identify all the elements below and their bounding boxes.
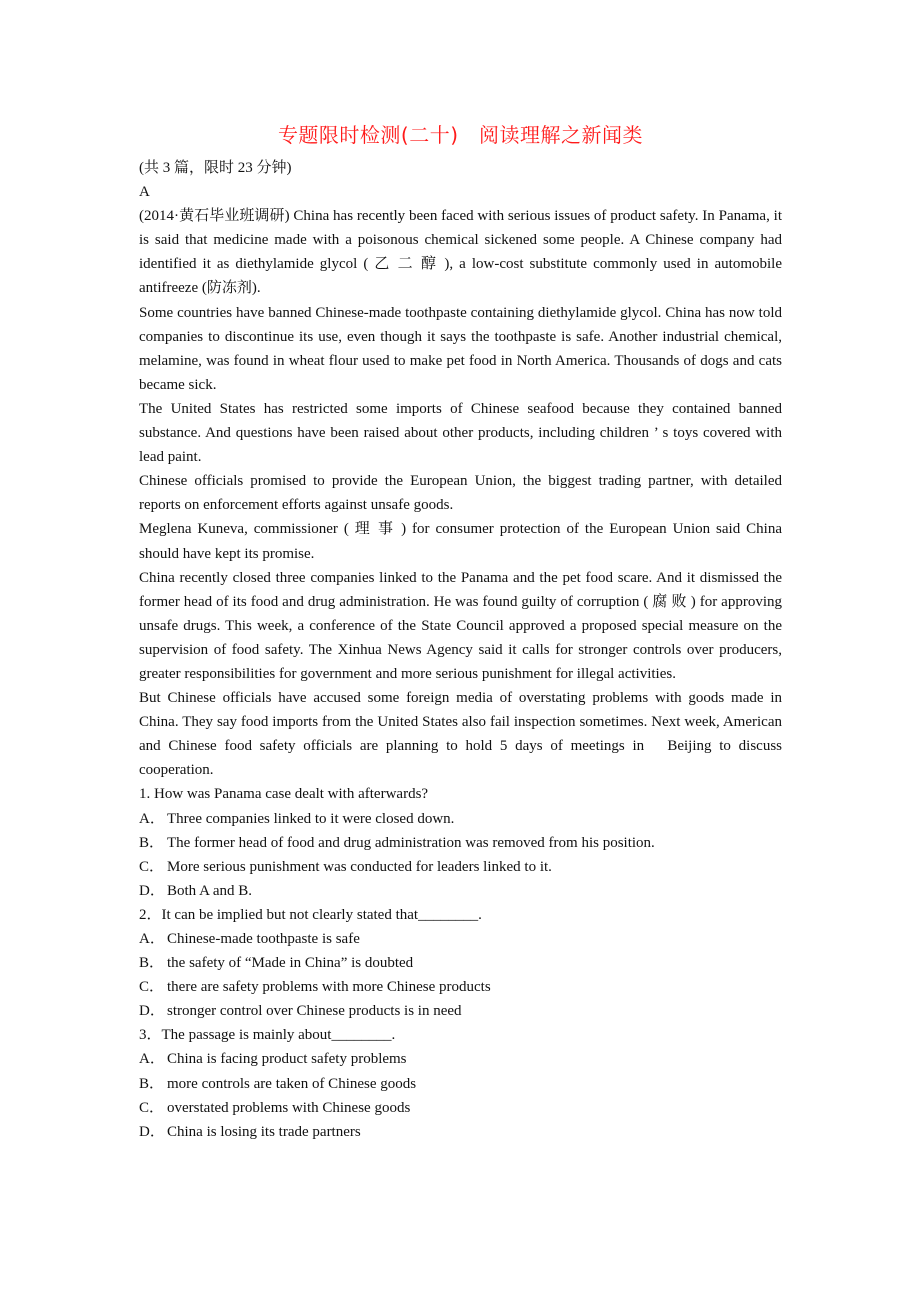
option-letter: D． (139, 1123, 165, 1140)
option-c (139, 1096, 782, 1120)
paragraph-6: China recently closed three companies linked to the Panama and the pet food scare. And it dismissed the former head of its food and drug administration. He was found guilty of corruption ( 腐 败 ) for approving unsafe drugs. This week, a conference of the State Council approved a proposed special measure on the supervision of food safety. The Xinhua News Agency said it calls for stronger controls over producers, greater responsibilities for government and more serious punishment for illegal activities. (139, 569, 782, 682)
paragraph-4: Chinese officials promised to provide the European Union, the biggest trading partner, with detailed reports on enforcement efforts against unsafe goods. (139, 473, 782, 514)
question-stem: 1. How was Panama case dealt with afterwards? (139, 786, 429, 803)
paragraph-3: The United States has restricted some imports of Chinese seafood because they contained banned substance. And questions have been raised about other products, including children ’ s toys covered with lead paint. (139, 400, 782, 466)
paragraph-1 (139, 204, 782, 300)
option-letter: B． (139, 834, 165, 851)
option-letter: A． (139, 1051, 165, 1068)
question-1 (139, 782, 782, 902)
option-text: overstated problems with Chinese goods (167, 1099, 411, 1116)
option-b (139, 951, 782, 975)
subtitle: (共 3 篇，限时 23 分钟) (139, 160, 292, 176)
option-text: Chinese-made toothpaste is safe (167, 931, 360, 947)
source-tag: (2014·黄石毕业班调研) (139, 208, 290, 225)
document-page (139, 118, 782, 1144)
question-3 (139, 1023, 782, 1143)
option-letter: D． (139, 1003, 165, 1020)
option-letter: B． (139, 955, 165, 972)
option-letter: C． (139, 979, 165, 996)
option-letter: C． (139, 1099, 165, 1116)
option-d (139, 879, 782, 903)
option-c (139, 855, 782, 879)
question-2 (139, 903, 782, 1023)
option-c (139, 975, 782, 999)
option-letter: A． (139, 810, 165, 827)
option-d (139, 1120, 782, 1144)
option-text: China is facing product safety problems (167, 1051, 407, 1068)
option-a (139, 807, 782, 831)
paragraph-7: But Chinese officials have accused some foreign media of overstating problems with goods made in China. They say food imports from the United States also fail inspection sometimes. Next week, American and Chinese food safety officials are planning to hold 5 days of meetings in Beijing to discuss cooperation. (139, 690, 782, 779)
option-letter: D． (139, 882, 165, 899)
option-text: there are safety problems with more Chinese products (167, 979, 491, 996)
paragraph-5: Meglena Kuneva, commissioner ( 理 事 ) for consumer protection of the European Union said China should have kept its promise. (139, 521, 782, 562)
option-letter: A． (139, 931, 165, 947)
option-text: stronger control over Chinese products is in need (167, 1003, 462, 1020)
paragraph-2: Some countries have banned Chinese-made toothpaste containing diethylamide glycol. China has now told companies to discontinue its use, even though it says the toothpaste is safe. Another industrial chemical, melamine, was found in wheat flour used to make pet food in North America. Thousands of dogs and cats became sick. (139, 304, 782, 393)
question-stem: 3．The passage is mainly about________. (139, 1027, 396, 1044)
page-title: 专题限时检测(二十) 阅读理解之新闻类 (277, 123, 644, 147)
option-a (139, 1047, 782, 1071)
option-text: Three companies linked to it were closed down. (167, 810, 455, 827)
option-b (139, 1072, 782, 1096)
option-text: more controls are taken of Chinese goods (167, 1075, 417, 1092)
question-stem: 2．It can be implied but not clearly stated that________. (139, 906, 482, 923)
section-label: A (139, 184, 150, 201)
option-text: China is losing its trade partners (167, 1123, 361, 1140)
option-b (139, 831, 782, 855)
option-a (139, 927, 782, 951)
paragraph-1-text: China has recently been faced with serious issues of product safety. In Panama, it is said that medicine made with a poisonous chemical sickened some people. A Chinese company had identified it as diethylamide glycol ( 乙 二 醇 ), a low-cost substitute commonly used in automobile antifreeze (防冻剂). (139, 208, 782, 297)
option-letter: C． (139, 858, 165, 875)
option-text: Both A and B. (167, 882, 253, 899)
option-text: More serious punishment was conducted for leaders linked to it. (167, 858, 552, 875)
option-text: The former head of food and drug administration was removed from his position. (167, 834, 655, 851)
option-d (139, 999, 782, 1023)
option-letter: B． (139, 1075, 165, 1092)
option-text: the safety of “Made in China” is doubted (167, 955, 414, 972)
